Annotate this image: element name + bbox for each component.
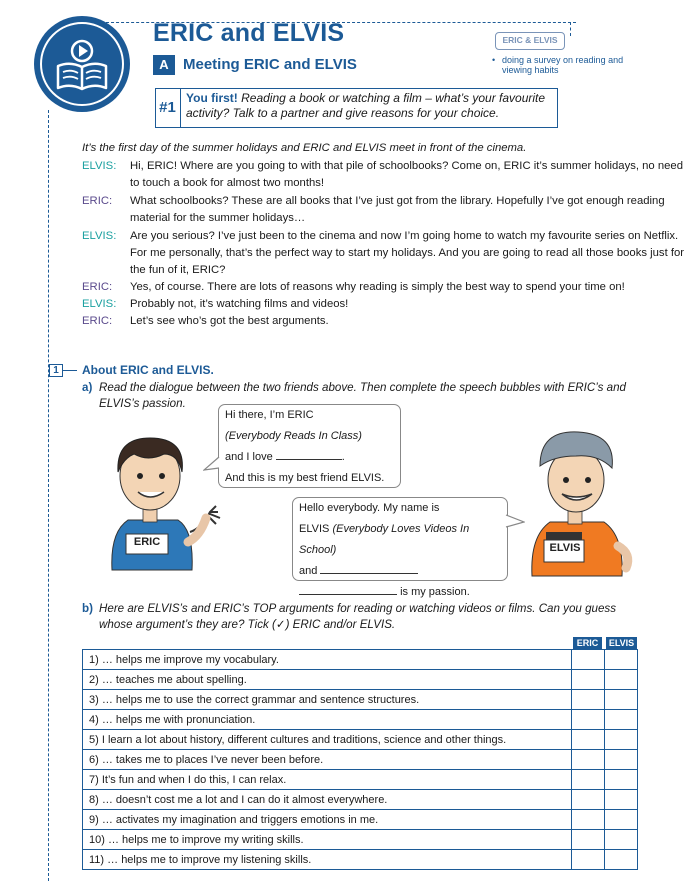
eric-bubble-line: (Everybody Reads In Class)	[225, 430, 362, 442]
margin-dashed-line	[48, 110, 49, 881]
eric-tick-cell[interactable]	[572, 850, 605, 870]
elvis-passion-blank-2[interactable]	[299, 583, 397, 595]
book-play-logo-icon	[34, 16, 130, 112]
dialogue-intro: It’s the first day of the summer holidays and ERIC and ELVIS meet in front of the cinema.	[82, 142, 527, 154]
argument-text: 3) … helps me to use the correct grammar and sentence structures.	[83, 690, 572, 710]
argument-text: 6) … takes me to places I’ve never been before.	[83, 750, 572, 770]
elvis-shirt-label: ELVIS	[549, 542, 581, 554]
eric-bubble-tail	[203, 456, 221, 474]
eric-tick-cell[interactable]	[572, 710, 605, 730]
elvis-bubble-line: is my passion.	[299, 582, 501, 603]
table-row	[83, 710, 638, 730]
exercise-title: About ERIC and ELVIS.	[82, 363, 214, 377]
eric-bubble-line: Hi there, I’m ERIC	[225, 409, 314, 421]
table-row	[83, 670, 638, 690]
elvis-tick-cell[interactable]	[605, 690, 638, 710]
eric-tick-cell[interactable]	[572, 770, 605, 790]
eric-tick-cell[interactable]	[572, 650, 605, 670]
elvis-tick-cell[interactable]	[605, 830, 638, 850]
elvis-tick-cell[interactable]	[605, 670, 638, 690]
argument-text: 4) … helps me with pronunciation.	[83, 710, 572, 730]
elvis-tick-cell[interactable]	[605, 710, 638, 730]
argument-text: 9) … activates my imagination and triggers emotions in me.	[83, 810, 572, 830]
eric-speech-bubble	[218, 404, 401, 488]
eric-tick-cell[interactable]	[572, 670, 605, 690]
eric-tick-cell[interactable]	[572, 810, 605, 830]
eric-shirt-label: ERIC	[133, 536, 161, 548]
section-letter: A	[153, 55, 175, 75]
section-title: Meeting ERIC and ELVIS	[183, 56, 357, 73]
you-first-number: #1	[155, 88, 181, 128]
eric-bubble-line: And this is my best friend ELVIS.	[225, 472, 385, 484]
table-row	[83, 750, 638, 770]
elvis-tick-cell[interactable]	[605, 770, 638, 790]
table-row	[83, 650, 638, 670]
topic-tag: ERIC & ELVIS	[495, 32, 565, 50]
column-header-eric: ERIC	[573, 637, 602, 649]
elvis-bubble-line: and	[299, 561, 501, 582]
table-row	[83, 810, 638, 830]
elvis-tick-cell[interactable]	[605, 790, 638, 810]
elvis-passion-blank-1[interactable]	[320, 562, 418, 574]
elvis-tick-cell[interactable]	[605, 810, 638, 830]
eric-bubble-line: and I love .	[225, 447, 394, 468]
argument-text: 2) … teaches me about spelling.	[83, 670, 572, 690]
table-row	[83, 770, 638, 790]
argument-text: 1) … helps me improve my vocabulary.	[83, 650, 572, 670]
page-title: ERIC and ELVIS	[153, 19, 345, 47]
table-row	[83, 790, 638, 810]
elvis-tick-cell[interactable]	[605, 730, 638, 750]
eric-character-illustration	[98, 432, 228, 572]
column-header-elvis: ELVIS	[606, 637, 637, 649]
eric-tick-cell[interactable]	[572, 750, 605, 770]
elvis-character-illustration	[520, 428, 640, 578]
eric-tick-cell[interactable]	[572, 830, 605, 850]
exercise-connector	[63, 370, 77, 371]
table-row	[83, 690, 638, 710]
argument-text: 11) … helps me to improve my listening skills.	[83, 850, 572, 870]
task-a: a) Read the dialogue between the two friends above. Then complete the speech bubbles with ERIC’s and ELVIS’s passion.	[82, 381, 626, 410]
elvis-tick-cell[interactable]	[605, 750, 638, 770]
elvis-tick-cell[interactable]	[605, 650, 638, 670]
exercise-number: 1	[49, 364, 63, 377]
eric-tick-cell[interactable]	[572, 790, 605, 810]
eric-tick-cell[interactable]	[572, 690, 605, 710]
task-b: b) Here are ELVIS’s and ERIC’s TOP arguments for reading or watching videos or films. Can you guess whose argument’s they are? Tick (✓) ERIC and/or ELVIS.	[82, 602, 617, 631]
table-row	[83, 730, 638, 750]
arguments-table	[82, 649, 638, 870]
argument-text: 10) … helps me to improve my writing skills.	[83, 830, 572, 850]
argument-text: 5) I learn a lot about history, different cultures and traditions, science and other things.	[83, 730, 572, 750]
elvis-speech-bubble	[292, 497, 508, 598]
elvis-tick-cell[interactable]	[605, 850, 638, 870]
argument-text: 7) It’s fun and when I do this, I can relax.	[83, 770, 572, 790]
argument-text: 8) … doesn’t cost me a lot and I can do it almost everywhere.	[83, 790, 572, 810]
eric-passion-blank[interactable]	[276, 448, 342, 460]
elvis-bubble-line: Hello everybody. My name is	[299, 502, 440, 514]
header-dashed-connector	[570, 22, 571, 36]
you-first-text: You first! Reading a book or watching a film – what’s your favourite activity? Talk to a partner and give reasons for your choice.	[186, 91, 546, 120]
table-row	[83, 830, 638, 850]
eric-tick-cell[interactable]	[572, 730, 605, 750]
elvis-bubble-line: ELVIS (Everybody Loves Videos In School)	[299, 523, 470, 556]
table-row	[83, 850, 638, 870]
